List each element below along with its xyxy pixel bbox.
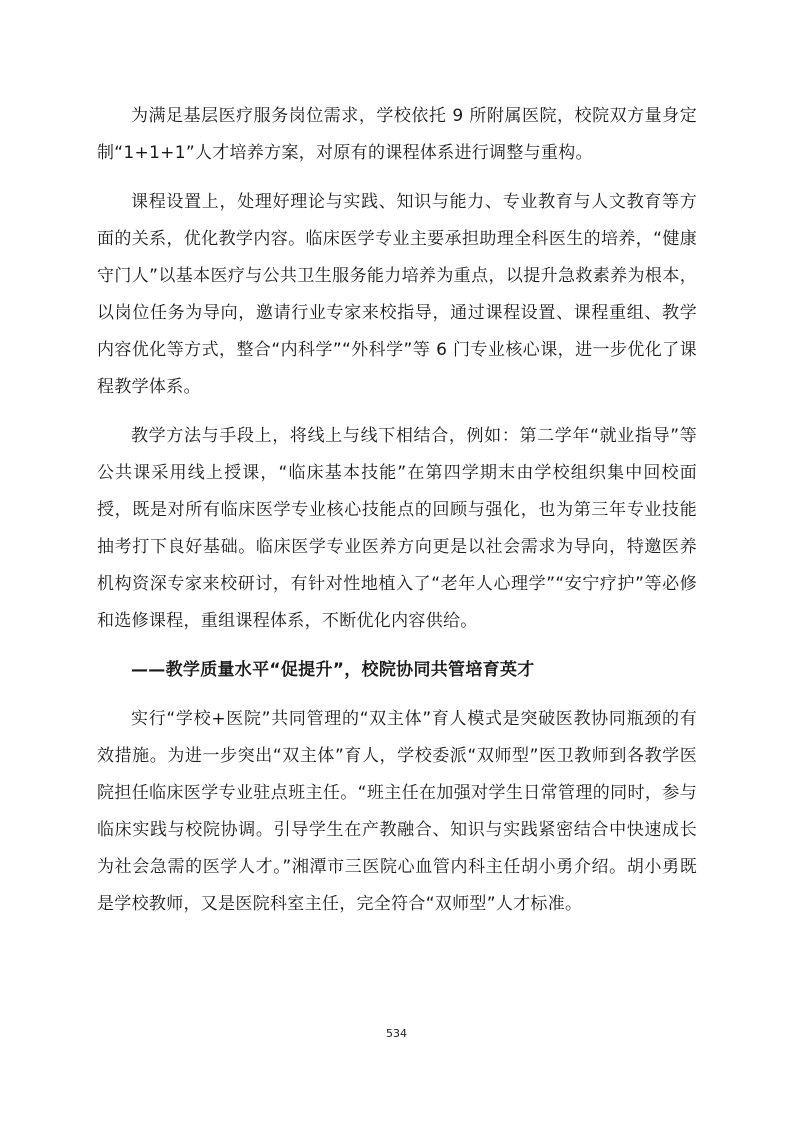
- paragraph-dual-subject-model: 实行“学校+医院”共同管理的“双主体”育人模式是突破医教协同瓶颈的有效措施。为进一步突出“双主体”育人，学校委派“双师型”医卫教师到各教学医院担任临床医学专业驻点班主任。“班主任在加强对学生日常管理的同时，参与临床实践与校院协调。引导学生在产教融合、知识与实践紧密结合中快速成长为社会急需的医学人才。”湘潭市三医院心血管内科主任胡小勇介绍。胡小勇既是学校教师，又是医院科室主任，完全符合“双师型”人才标准。: [97, 709, 697, 914]
- document-body: [97, 98, 697, 935]
- paragraph-curriculum-setting: 课程设置上，处理好理论与实践、知识与能力、专业教育与人文教育等方面的关系，优化教学内容。临床医学专业主要承担助理全科医生的培养，“健康守门人”以基本医疗与公共卫生服务能力培养为重点，以提升急救素养为根本，以岗位任务为导向，邀请行业专家来校指导，通过课程设置、课程重组、教学内容优化等方式，整合“内科学”“外科学”等 6 门专业核心课，进一步优化了课程教学体系。: [97, 192, 697, 397]
- section-heading: ——教学质量水平“促提升”，校院协同共管培育英才: [131, 660, 535, 680]
- paragraph-training-plan: 为满足基层医疗服务岗位需求，学校依托 9 所附属医院，校院双方量身定制“1+1+1”人才培养方案，对原有的课程体系进行调整与重构。: [97, 106, 697, 163]
- page-number: 534: [386, 1027, 407, 1040]
- paragraph-teaching-methods: 教学方法与手段上，将线上与线下相结合，例如：第二学年“就业指导”等公共课采用线上授课，“临床基本技能”在第四学期末由学校组织集中回校面授，既是对所有临床医学专业核心技能点的回顾与强化，也为第三年专业技能抽考打下良好基础。临床医学专业医养方向更是以社会需求为导向，特邀医养机构资深专家来校研讨，有针对性地植入了“老年人心理学”“安宁疗护”等必修和选修课程，重组课程体系，不断优化内容供给。: [97, 426, 697, 631]
